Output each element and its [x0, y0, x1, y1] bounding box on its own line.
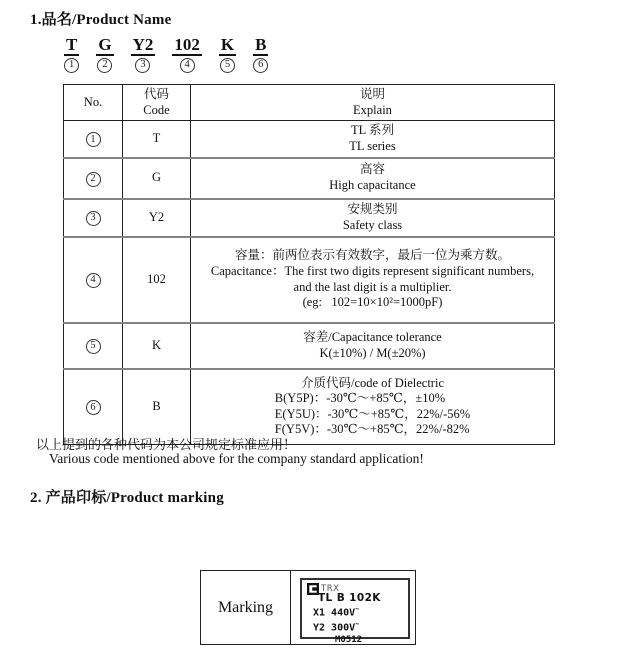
row-code: B	[123, 369, 191, 445]
code-text: G	[98, 35, 112, 54]
table-row	[64, 121, 555, 158]
header-explain-zh: 说明	[359, 87, 385, 101]
section1-title: 1.品名/Product Name	[30, 12, 172, 28]
ac-tilde: ~	[355, 605, 360, 614]
row-code: Y2	[123, 199, 191, 237]
table-row	[64, 237, 555, 323]
circled-number: 5	[220, 58, 235, 73]
table-row	[64, 199, 555, 237]
explain-line: High capacitance	[329, 178, 416, 192]
table-header-row	[64, 85, 555, 121]
code-text: T	[66, 35, 78, 54]
header-explain-en: Explain	[353, 102, 392, 117]
header-code-en: Code	[143, 102, 170, 117]
ac-tilde: ~	[355, 619, 360, 628]
explain-line: TL series	[349, 138, 396, 153]
marking-cell	[291, 571, 415, 644]
footnote-english: Various code mentioned above for the company standard application!	[49, 451, 424, 466]
marking-line-y2: Y2 300V~	[313, 619, 360, 633]
brand-name: TRX	[321, 584, 340, 594]
table-row	[64, 158, 555, 199]
section2-title: 2. 产品印标/Product marking	[30, 490, 224, 506]
row-circled-number: 5	[86, 339, 101, 354]
row-circled-number: 2	[86, 172, 101, 187]
code-text: B	[255, 35, 267, 54]
explain-line: F(Y5V)：-30℃～+85℃，22%/-82%	[274, 422, 470, 437]
header-explain	[191, 85, 555, 121]
circled-number: 2	[97, 58, 112, 73]
explain-line: Capacitance：The first two digits represent significant numbers,	[210, 263, 535, 278]
explain-line: 容量：前两位表示有效数字，最后一位为乘方数。	[234, 248, 510, 263]
product-label	[300, 578, 410, 645]
row-circled-number: 4	[86, 273, 101, 288]
circled-number: 3	[135, 58, 150, 73]
code-part-6	[253, 36, 268, 73]
explain-line: B(Y5P)：-30℃～+85℃，±10%	[274, 391, 446, 406]
header-code-zh: 代码	[143, 87, 169, 101]
dielectric-codes	[275, 391, 470, 438]
marking-line-x1: X1 440V~	[313, 605, 360, 619]
explain-line: Safety class	[342, 217, 403, 232]
explain-line: 安规类别	[347, 201, 398, 216]
code-table	[63, 84, 555, 445]
explain-line: (eg: 102=10×10²=1000pF)	[302, 295, 443, 310]
row-code: K	[123, 323, 191, 369]
table-row	[64, 323, 555, 369]
code-part-5	[219, 36, 236, 73]
explain-line: K(±10%) / M(±20%)	[319, 345, 426, 360]
code-part-2	[96, 36, 113, 73]
explain-line: and the last digit is a multiplier.	[293, 279, 452, 294]
row-explain	[191, 158, 555, 199]
circled-number: 6	[253, 58, 268, 73]
circled-number: 1	[64, 58, 79, 73]
marking-line-type: TL B 102K	[318, 592, 381, 604]
product-code-breakdown	[64, 36, 285, 73]
explain-line: 容差/Capacitance tolerance	[303, 329, 442, 344]
row-explain	[191, 237, 555, 323]
code-part-3	[131, 36, 156, 73]
code-part-1	[64, 36, 79, 73]
row-code: 102	[123, 237, 191, 323]
header-code	[123, 85, 191, 121]
row-code: T	[123, 121, 191, 158]
code-text: Y2	[132, 35, 154, 54]
explain-line: 高容	[359, 162, 385, 177]
marking-table	[200, 570, 416, 645]
footnote-chinese: 以上提到的各种代码为本公司规定标准应用！	[36, 437, 297, 452]
explain-line: TL 系列	[351, 123, 394, 138]
code-part-4	[172, 36, 202, 73]
explain-line: 介质代码/code of Dielectric	[300, 375, 444, 390]
explain-line: E(Y5U)：-30℃～+85℃，22%/-56%	[274, 406, 471, 421]
row-circled-number: 1	[86, 132, 101, 147]
circled-number: 4	[180, 58, 195, 73]
marking-label: Marking	[201, 571, 291, 644]
header-no: No.	[64, 85, 123, 121]
row-circled-number: 6	[86, 400, 101, 415]
row-code: G	[123, 158, 191, 199]
code-text: 102	[174, 35, 200, 54]
row-explain	[191, 323, 555, 369]
marking-line-lot: M0512	[335, 634, 363, 645]
row-circled-number: 3	[86, 211, 101, 226]
row-explain	[191, 121, 555, 158]
code-text: K	[220, 35, 235, 54]
row-explain	[191, 199, 555, 237]
